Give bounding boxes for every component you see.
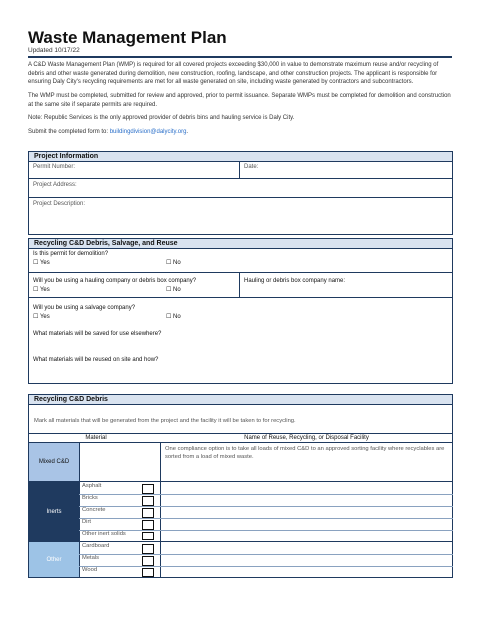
project-description-field[interactable]	[33, 199, 448, 233]
project-description-label: Project Description:	[33, 201, 86, 207]
demolition-yes-checkbox[interactable]: ☐ Yes	[33, 260, 50, 266]
saved-materials-field[interactable]	[33, 339, 448, 353]
project-address-label: Project Address:	[33, 182, 77, 188]
project-address-field[interactable]	[33, 180, 448, 196]
title-rule	[28, 56, 452, 58]
demolition-question: Is this permit for demolition?	[33, 251, 109, 257]
saved-materials-question: What materials will be saved for use elsewhere?	[33, 331, 162, 337]
inerts-label: Inerts	[46, 508, 62, 515]
demolition-no-checkbox[interactable]: ☐ No	[166, 260, 181, 266]
reused-materials-field[interactable]	[33, 365, 448, 381]
mixed-cd-category	[29, 443, 79, 481]
wood-checkbox[interactable]	[142, 568, 154, 577]
date-field[interactable]	[242, 162, 450, 178]
other-label: Other	[46, 556, 62, 563]
dirt-checkbox[interactable]	[142, 520, 154, 530]
cardboard-checkbox[interactable]	[142, 544, 154, 554]
other-category	[29, 542, 79, 577]
material-other-inert: Other inert solids	[82, 531, 126, 537]
material-dirt: Dirt	[82, 519, 92, 525]
hauling-no-checkbox[interactable]: ☐ No	[166, 287, 181, 293]
reused-materials-question: What materials will be reused on site and how?	[33, 357, 159, 363]
material-bricks: Bricks	[82, 495, 98, 501]
hauling-company-field[interactable]	[242, 286, 450, 296]
material-metals: Metals	[82, 555, 100, 561]
submit-suffix: .	[186, 129, 189, 135]
other-inert-checkbox[interactable]	[142, 532, 154, 540]
concrete-facility-field[interactable]	[162, 507, 450, 517]
recycling-debris-heading: Recycling C&D Debris	[29, 395, 452, 405]
metals-checkbox[interactable]	[142, 556, 154, 566]
asphalt-checkbox[interactable]	[142, 484, 154, 494]
recycling-salvage-heading: Recycling C&D Debris, Salvage, and Reuse	[29, 239, 452, 249]
asphalt-facility-field[interactable]	[162, 483, 450, 493]
page-title: Waste Management Plan	[28, 28, 227, 47]
intro-paragraph-4	[28, 128, 454, 137]
hauling-company-label: Hauling or debris box company name:	[244, 278, 346, 284]
mixed-cd-label: Mixed C&D	[38, 459, 70, 465]
date-label: Date:	[244, 164, 259, 170]
mixed-cd-note: One compliance option is to take all loads of mixed C&D to an approved sorting facility where recyclables are sorted from a load of mixed waste.	[165, 446, 445, 460]
intro-paragraph-3: Note: Republic Services is the only approved provider of debris bins and hauling service is Daly City.	[28, 115, 295, 121]
salvage-no-checkbox[interactable]: ☐ No	[166, 314, 181, 320]
submit-prefix: Submit the completed form to:	[28, 129, 109, 135]
hauling-question: Will you be using a hauling company or debris box company?	[33, 278, 197, 284]
facility-column-header: Name of Reuse, Recycling, or Disposal Facility	[244, 435, 369, 441]
material-column-header: Material	[85, 435, 107, 441]
intro-paragraph-2: The WMP must be completed, submitted for review and approved, prior to permit issuance. Separate WMPs must be completed for demolition and construction at the same site if separate permits are required.	[28, 93, 451, 108]
permit-number-label: Permit Number:	[33, 164, 76, 170]
concrete-checkbox[interactable]	[142, 508, 154, 518]
permit-number-field[interactable]	[33, 162, 238, 178]
bricks-checkbox[interactable]	[142, 496, 154, 506]
salvage-question: Will you be using a salvage company?	[33, 305, 136, 311]
cardboard-facility-field[interactable]	[162, 543, 450, 553]
material-concrete: Concrete	[82, 507, 106, 513]
bricks-facility-field[interactable]	[162, 495, 450, 505]
debris-instructions: Mark all materials that will be generated from the project and the facility it will be taken to for recycling.	[34, 418, 296, 424]
updated-date: Updated 10/17/22	[28, 47, 80, 54]
material-asphalt: Asphalt	[82, 483, 102, 489]
dirt-facility-field[interactable]	[162, 519, 450, 529]
hauling-yes-checkbox[interactable]: ☐ Yes	[33, 287, 50, 293]
other-inert-facility-field[interactable]	[162, 531, 450, 540]
inerts-category	[29, 482, 79, 541]
wood-facility-field[interactable]	[162, 567, 450, 577]
intro-paragraph-1: A C&D Waste Management Plan (WMP) is required for all covered projects exceeding $30,000 in value to demonstrate maximum reuse and/or recycling of debris and other waste generated during demolition, new construction, roofing, landscape, and other construction projects. The applicant is responsible for ensuring Daly City's recycling requirements are met for all waste generated on site, including waste generated by contractors and subcontractors.	[28, 62, 439, 85]
material-cardboard: Cardboard	[82, 543, 110, 549]
project-info-heading: Project Information	[29, 152, 452, 162]
salvage-yes-checkbox[interactable]: ☐ Yes	[33, 314, 50, 320]
material-wood: Wood	[82, 567, 98, 573]
submit-email-link[interactable]: buildingdivision@dalycity.org	[109, 129, 187, 135]
metals-facility-field[interactable]	[162, 555, 450, 565]
